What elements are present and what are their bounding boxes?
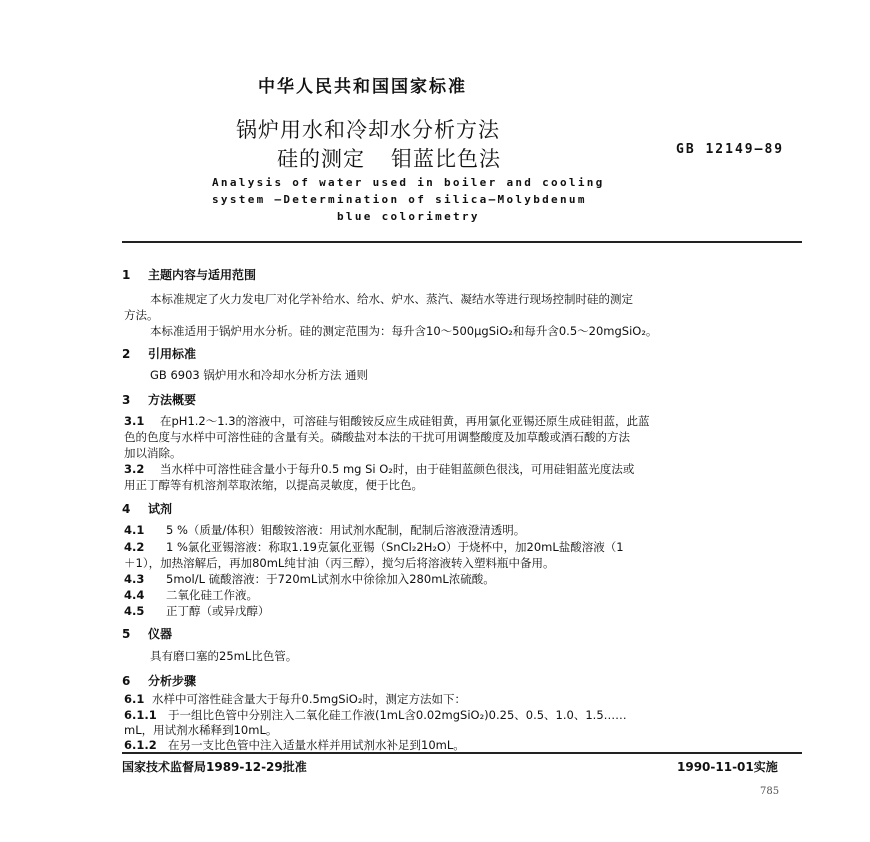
section-4-2-line-b: ＋1），加热溶解后，再加80mL纯甘油（丙三醇），搅匀后将溶液转入塑料瓶中备用。	[124, 556, 555, 570]
section-4-1: 4.1 5 %（质量/体积）钼酸铵溶液：用试剂水配制，配制后溶液澄清透明。	[124, 523, 526, 537]
section-6-1: 6.1 水样中可溶性硅含量大于每升0.5mgSiO₂时，测定方法如下：	[124, 692, 466, 706]
title-line-1: 锅炉用水和冷却水分析方法	[236, 118, 500, 142]
section-3-1-line-a: 3.1 在pH1.2～1.3的溶液中，可溶硅与钼酸铵反应生成硅钼黄，再用氯化亚锡还原生成硅钼蓝，此蓝	[124, 414, 650, 428]
approval-date: 国家技术监督局1989-12-29批准	[122, 760, 307, 774]
english-title-line-2: system —Determination of silica—Molybdenum	[212, 193, 587, 206]
title-part-a: 硅的测定	[277, 147, 365, 171]
section-1-heading: 1 主题内容与适用范围	[122, 268, 257, 282]
section-1-para-1a: 本标准规定了火力发电厂对化学补给水、给水、炉水、蒸汽、凝结水等进行现场控制时硅的测定	[150, 292, 633, 306]
standard-number: GB 12149—89	[676, 142, 785, 157]
section-1-para-1b: 方法。	[124, 308, 159, 322]
section-6-1-1-line-b: mL，用试剂水稀释到10mL。	[124, 723, 278, 737]
section-1-para-2: 本标准适用于锅炉用水分析。硅的测定范围为：每升含10～500μgSiO₂和每升含0.5～20mgSiO₂。	[150, 324, 658, 338]
section-5-heading: 5 仪器	[122, 627, 173, 641]
english-title-line-1: Analysis of water used in boiler and cooling	[212, 176, 605, 189]
section-4-4: 4.4 二氧化硅工作液。	[124, 588, 258, 602]
section-3-2-line-a: 3.2 当水样中可溶性硅含量小于每升0.5 mg Si O₂时，由于硅钼蓝颜色很浅，可用硅钼蓝光度法或	[124, 462, 635, 476]
section-2-heading: 2 引用标准	[122, 347, 197, 361]
section-4-2-line-a: 4.2 1 %氯化亚锡溶液：称取1.19克氯化亚锡（SnCl₂2H₂O）于烧杯中，加20mL盐酸溶液（1	[124, 540, 624, 554]
section-2-reference: GB 6903 锅炉用水和冷却水分析方法 通则	[150, 368, 369, 382]
section-4-heading: 4 试剂	[122, 502, 173, 516]
section-6-1-2: 6.1.2 在另一支比色管中注入适量水样并用试剂水补足到10mL。	[124, 738, 465, 752]
section-5-para: 具有磨口塞的25mL比色管。	[150, 649, 298, 663]
header-divider	[122, 241, 802, 243]
country-standard-header: 中华人民共和国国家标准	[258, 77, 467, 97]
section-4-3: 4.3 5mol/L 硫酸溶液：于720mL试剂水中徐徐加入280mL浓硫酸。	[124, 572, 495, 586]
section-3-2-line-b: 用正丁醇等有机溶剂萃取浓缩，以提高灵敏度，便于比色。	[124, 478, 423, 492]
footer-divider	[122, 752, 802, 754]
english-title-line-3: blue colorimetry	[337, 210, 480, 223]
section-6-1-1-line-a: 6.1.1 于一组比色管中分别注入二氧化硅工作液(1mL含0.02mgSiO₂)0.25、0.5、1.0、1.5……	[124, 708, 627, 722]
page-number: 785	[760, 786, 780, 797]
section-3-1-line-c: 加以消除。	[124, 446, 182, 460]
title-part-b: 钼蓝比色法	[391, 147, 501, 171]
section-3-heading: 3 方法概要	[122, 393, 197, 407]
section-4-5: 4.5 正丁醇（或异戊醇）	[124, 604, 270, 618]
section-6-heading: 6 分析步骤	[122, 674, 197, 688]
title-line-2	[277, 143, 501, 173]
implementation-date: 1990-11-01实施	[677, 760, 778, 774]
section-3-1-line-b: 色的色度与水样中可溶性硅的含量有关。磷酸盐对本法的干扰可用调整酸度及加草酸或酒石酸的方法	[124, 430, 630, 444]
